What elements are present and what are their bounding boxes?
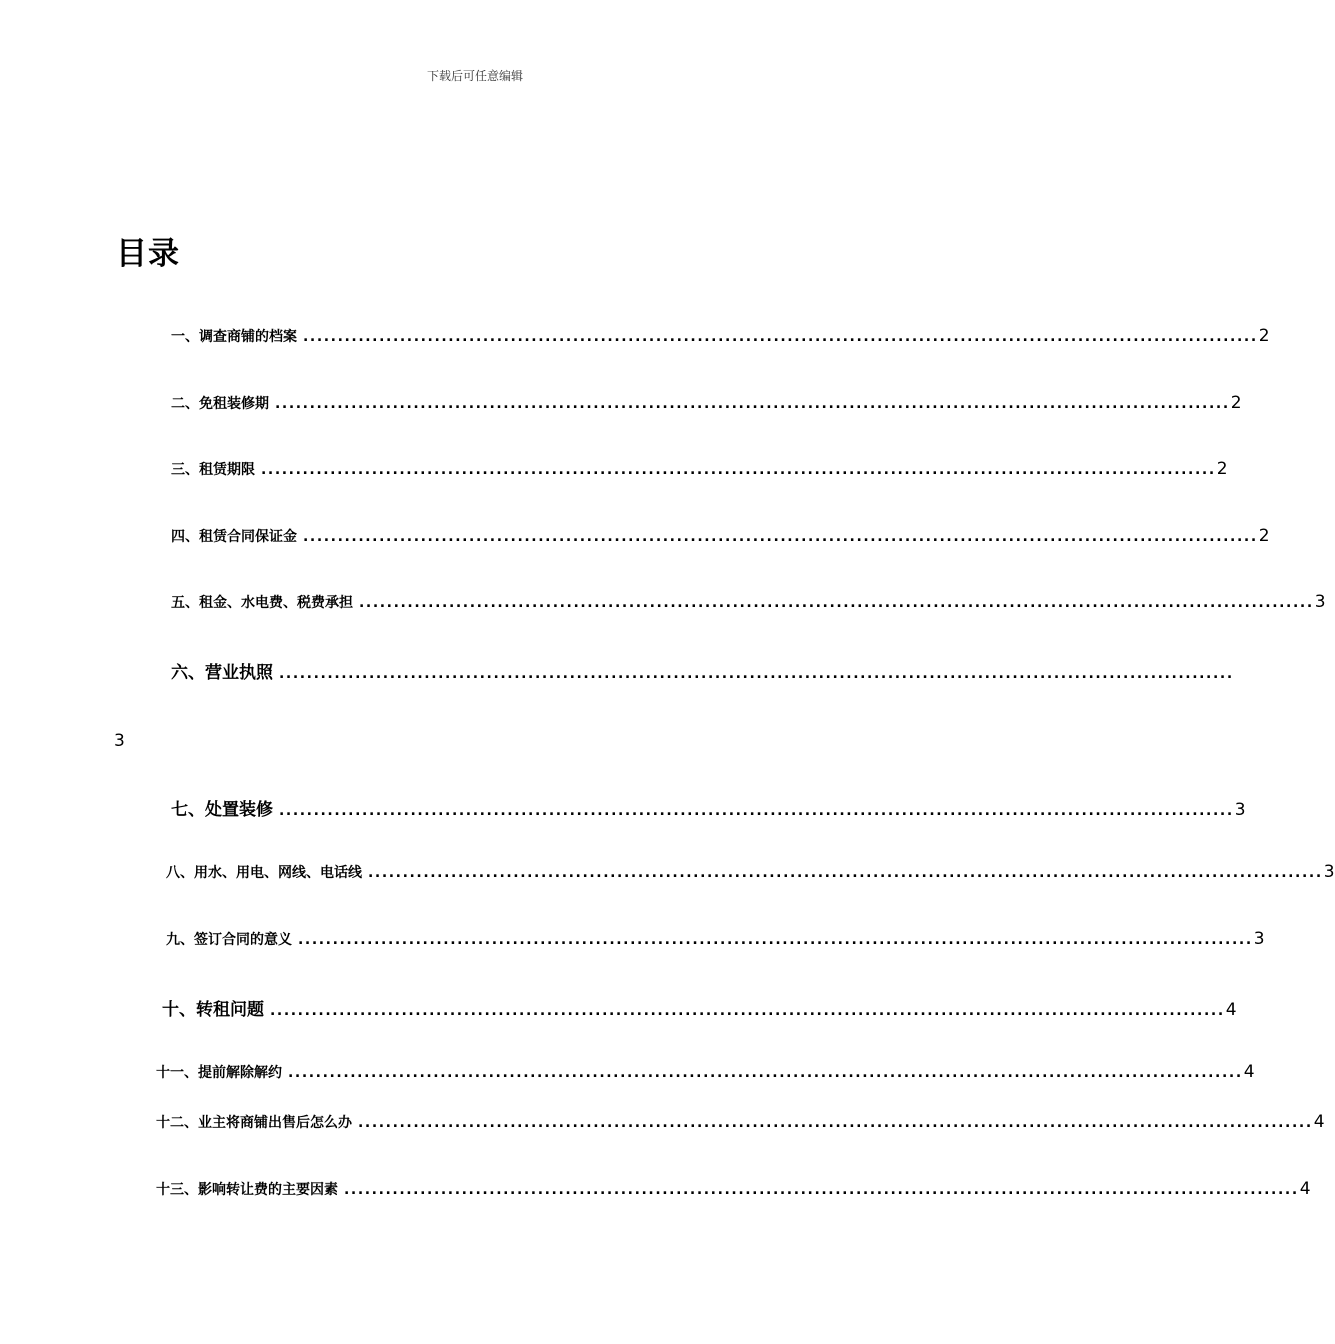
toc-leader-dots: ..........................................................................................................................................	[279, 666, 1234, 682]
toc-leader-dots: ..........................................................................................................................................	[358, 1115, 1313, 1131]
toc-page-number: 3	[1314, 592, 1326, 612]
toc-page-number: 4	[1225, 1000, 1237, 1020]
toc-leader-dots: ..........................................................................................................................................	[261, 462, 1216, 478]
toc-entry-9[interactable]	[166, 929, 1265, 949]
toc-entry-6[interactable]	[171, 658, 1234, 683]
toc-page-number: 4	[1243, 1062, 1255, 1082]
toc-page-number: 2	[1258, 326, 1270, 346]
toc-page-number: 2	[1216, 459, 1228, 479]
toc-label: 五、租金、水电费、税费承担	[171, 595, 353, 611]
toc-label: 八、用水、用电、网线、电话线	[166, 865, 362, 881]
toc-leader-dots: ..........................................................................................................................................	[344, 1182, 1299, 1198]
page-header-note: 下载后可任意编辑	[426, 69, 523, 83]
toc-entry-8[interactable]	[166, 862, 1335, 882]
toc-entry-4[interactable]	[171, 526, 1270, 546]
toc-entry-1[interactable]	[171, 326, 1270, 346]
toc-page-number: 2	[1230, 393, 1242, 413]
toc-label: 四、租赁合同保证金	[171, 529, 297, 545]
toc-label: 九、签订合同的意义	[166, 932, 292, 948]
toc-label: 十一、提前解除解约	[156, 1065, 282, 1081]
toc-wrapped-page-number: 3	[114, 731, 125, 751]
toc-label: 二、免租装修期	[171, 396, 269, 412]
toc-entry-10[interactable]	[162, 995, 1237, 1020]
toc-entry-2[interactable]	[171, 393, 1242, 413]
toc-label: 十二、业主将商铺出售后怎么办	[156, 1115, 352, 1131]
toc-entry-5[interactable]	[171, 592, 1326, 612]
toc-entry-13[interactable]	[156, 1179, 1311, 1199]
toc-leader-dots: ..........................................................................................................................................	[270, 1003, 1225, 1019]
toc-entry-12[interactable]	[156, 1112, 1325, 1132]
toc-leader-dots: ..........................................................................................................................................	[275, 396, 1230, 412]
toc-entry-7[interactable]	[171, 795, 1246, 820]
toc-leader-dots: ..........................................................................................................................................	[288, 1065, 1243, 1081]
toc-page-number: 3	[1323, 862, 1335, 882]
toc-label: 三、租赁期限	[171, 462, 255, 478]
toc-leader-dots: ..........................................................................................................................................	[303, 329, 1258, 345]
toc-leader-dots: ..........................................................................................................................................	[279, 803, 1234, 819]
toc-page-number: 2	[1258, 526, 1270, 546]
toc-leader-dots: ..........................................................................................................................................	[303, 529, 1258, 545]
toc-leader-dots: ..........................................................................................................................................	[368, 865, 1323, 881]
toc-label: 十、转租问题	[162, 1000, 264, 1020]
toc-page-number: 3	[1234, 800, 1246, 820]
toc-entry-3[interactable]	[171, 459, 1228, 479]
toc-page-number: 4	[1313, 1112, 1325, 1132]
page-title: 目录	[116, 236, 180, 272]
toc-leader-dots: ..........................................................................................................................................	[359, 595, 1314, 611]
toc-label: 七、处置装修	[171, 800, 273, 820]
toc-label: 一、调查商铺的档案	[171, 329, 297, 345]
toc-page-number: 4	[1299, 1179, 1311, 1199]
toc-label: 六、营业执照	[171, 663, 273, 683]
toc-page-number: 3	[1253, 929, 1265, 949]
toc-entry-11[interactable]	[156, 1062, 1255, 1082]
toc-leader-dots: ..........................................................................................................................................	[298, 932, 1253, 948]
toc-label: 十三、影响转让费的主要因素	[156, 1182, 338, 1198]
